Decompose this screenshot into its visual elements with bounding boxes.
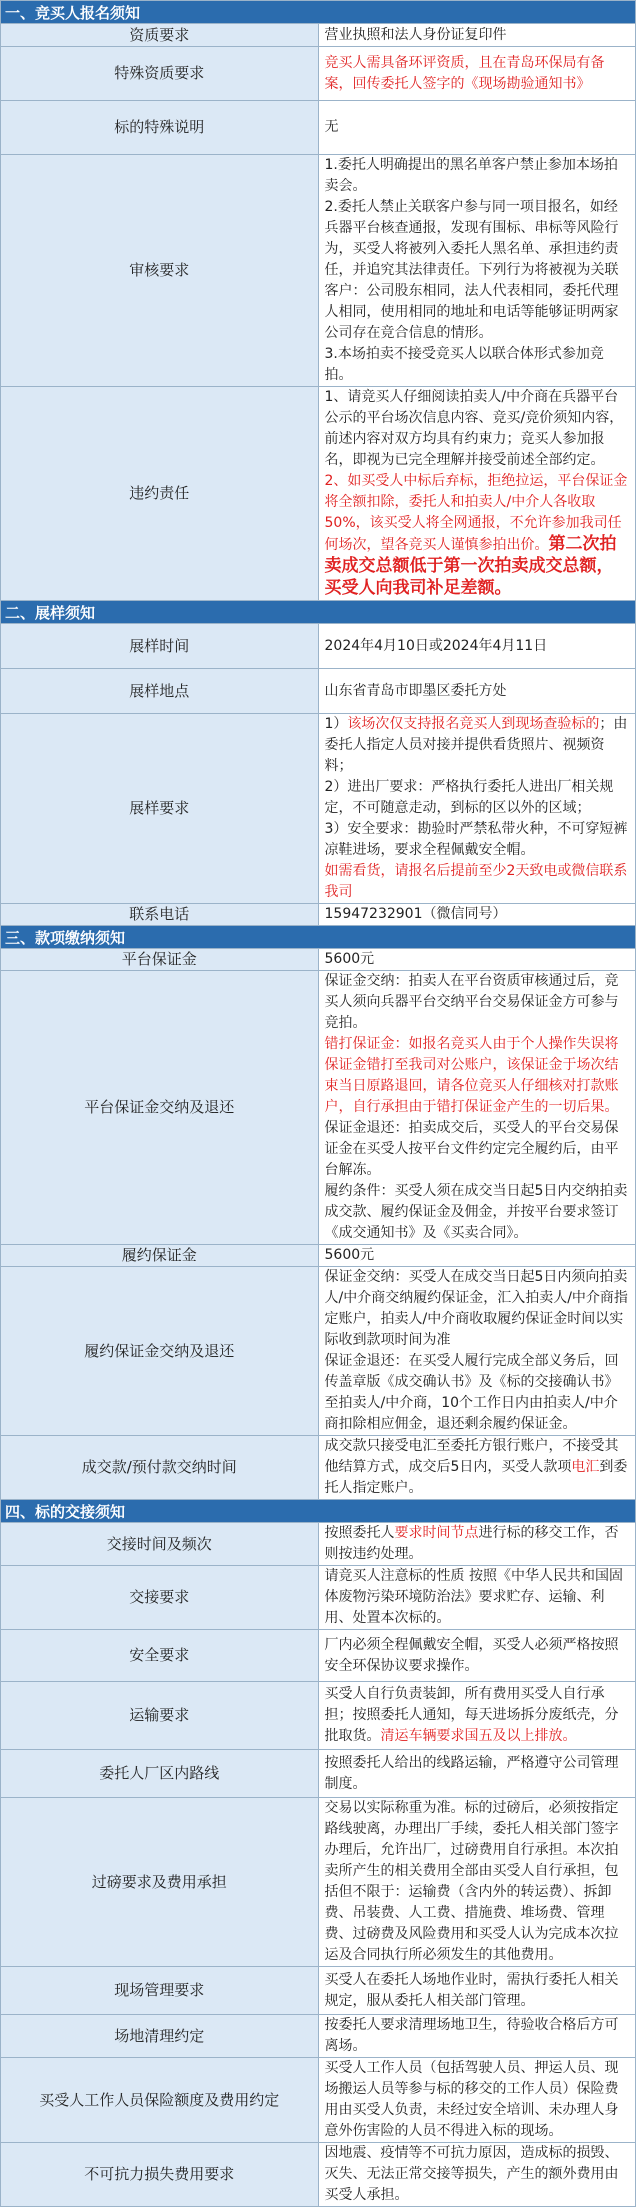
row-label: 展样地点	[1, 669, 319, 714]
text: 成交款只接受电汇至委托方银行账户，不接受其他结算方式，成交后5日内，买受人款项	[324, 1438, 619, 1475]
text: 进行标的移交工作，否则按违约处理。	[324, 1525, 619, 1562]
row-value: 营业执照和法人身份证复印件	[318, 24, 636, 47]
row-label: 平台保证金交纳及退还	[1, 971, 319, 1245]
row-value: 5600元	[318, 949, 636, 971]
paragraph: 2）进出厂要求：严格执行委托人进出厂相关规定，不可随意走动，到标的区以外的区域；	[324, 779, 614, 816]
table-row	[1, 624, 636, 669]
row-value	[318, 387, 636, 601]
row-label: 交接要求	[1, 1566, 319, 1630]
section-header	[1, 1, 636, 24]
row-label: 过磅要求及费用承担	[1, 1798, 319, 1967]
row-label: 交接时间及频次	[1, 1523, 319, 1566]
paragraph-bold-red: 第二次拍卖成交总额低于第一次拍卖成交总额，买受人向我司补足差额。	[324, 534, 617, 598]
row-value: 请竞买人注意标的性质 按照《中华人民共和国固体废物污染环境防治法》要求贮存、运输、利用、处置本次标的。	[318, 1566, 636, 1630]
row-value: 竞买人需具备环评资质，且在青岛环保局有备案，回传委托人签字的《现场勘验通知书》	[318, 47, 636, 101]
text: ；由委托人指定人员对接并提供看货照片、视频资料；	[324, 716, 628, 774]
paragraph: 保证金退还：在买受人履行完成全部义务后，回传盖章版《成交确认书》及《标的交接确认书》至拍卖人/中介商，10个工作日内由拍卖人/中介商扣除相应佣金，退还剩余履约保证金。	[324, 1353, 619, 1432]
row-value: 山东省青岛市即墨区委托方处	[318, 669, 636, 714]
row-value	[318, 155, 636, 387]
paragraph-red: 2、如买受人中标后弃标，拒绝拉运，平台保证金将全额扣除，委托人和拍卖人/中介人各收取50%，该买受人将全网通报，不允许参加我司任何场次，望各竞买人谨慎参拍出价。	[324, 473, 628, 553]
row-value: 买受人在委托人场地作业时，需执行委托人相关规定，服从委托人相关部门管理。	[318, 1967, 636, 2015]
text-red: 该场次仅支持报名竞买人到现场查验标的	[347, 716, 600, 732]
table-row	[1, 714, 636, 904]
row-label: 违约责任	[1, 387, 319, 601]
row-value	[318, 1436, 636, 1500]
row-value: 按委托人要求清理场地卫生，待验收合格后方可离场。	[318, 2015, 636, 2058]
row-value: 无	[318, 101, 636, 155]
text: 1）	[324, 716, 348, 732]
section-header	[1, 601, 636, 624]
section-title: 三、款项缴纳须知	[1, 926, 636, 949]
table-row	[1, 1267, 636, 1436]
row-label: 不可抗力损失费用要求	[1, 2143, 319, 2207]
row-value: 厂内必须全程佩戴安全帽，买受人必须严格按照安全环保协议要求操作。	[318, 1630, 636, 1682]
text-red: 电汇	[571, 1459, 600, 1475]
table-row	[1, 1750, 636, 1798]
row-label: 买受人工作人员保险额度及费用约定	[1, 2058, 319, 2143]
row-value: 因地震、疫情等不可抗力原因，造成标的损毁、灭失、无法正常交接等损失，产生的额外费用由买受人承担。	[318, 2143, 636, 2207]
table-row	[1, 387, 636, 601]
section-header	[1, 1500, 636, 1523]
paragraph: 3）安全要求：勘验时严禁私带火种，不可穿短裤凉鞋进场，要求全程佩戴安全帽。	[324, 821, 628, 858]
text-red: 清运车辆要求国五及以上排放。	[380, 1728, 577, 1744]
row-value: 5600元	[318, 1245, 636, 1267]
table-row	[1, 2143, 636, 2207]
row-value: 买受人工作人员（包括驾驶人员、押运人员、现场搬运人员等参与标的移交的工作人员）保险费用由买受人负责，未经过安全培训、未办理人身意外伤害险的人员不得进入标的现场。	[318, 2058, 636, 2143]
row-label: 履约保证金交纳及退还	[1, 1267, 319, 1436]
section-title: 四、标的交接须知	[1, 1500, 636, 1523]
phone-number: 15947232901（微信同号）	[318, 904, 636, 926]
section-header	[1, 926, 636, 949]
row-label: 履约保证金	[1, 1245, 319, 1267]
row-label: 现场管理要求	[1, 1967, 319, 2015]
table-row	[1, 1566, 636, 1630]
paragraph-red: 错打保证金：如报名竞买人由于个人操作失误将保证金错打至我司对公账户，该保证金于场次结束当日原路退回，请各位竞买人仔细核对打款账户，自行承担由于错打保证金产生的一切后果。	[324, 1036, 619, 1115]
row-value: 2024年4月10日或2024年4月11日	[318, 624, 636, 669]
row-label: 审核要求	[1, 155, 319, 387]
table-row	[1, 24, 636, 47]
table-row	[1, 904, 636, 926]
row-value	[318, 1523, 636, 1566]
row-label: 展样时间	[1, 624, 319, 669]
table-row	[1, 2058, 636, 2143]
table-row	[1, 1798, 636, 1967]
table-row	[1, 669, 636, 714]
paragraph: 1、请竞买人仔细阅读拍卖人/中介商在兵器平台公示的平台场次信息内容、竞买/竞价须知内容，前述内容对双方均具有约束力；竞买人参加报名，即视为已完全理解并接受前述全部约定。	[324, 389, 624, 468]
row-label: 资质要求	[1, 24, 319, 47]
row-label: 场地清理约定	[1, 2015, 319, 2058]
table-row	[1, 47, 636, 101]
row-value	[318, 971, 636, 1245]
table-row	[1, 1523, 636, 1566]
text: 买受人自行负责装卸，所有费用买受人自行承担；按照委托人通知，每天进场拆分废纸壳，分批取货。	[324, 1686, 619, 1744]
row-label: 联系电话	[1, 904, 319, 926]
row-label: 运输要求	[1, 1682, 319, 1750]
paragraph: 1.委托人明确提出的黑名单客户禁止参加本场拍卖会。	[324, 157, 618, 194]
section-title: 二、展样须知	[1, 601, 636, 624]
paragraph	[325, 714, 630, 777]
table-row	[1, 1245, 636, 1267]
table-row	[1, 1682, 636, 1750]
paragraph: 履约条件：买受人须在成交当日起5日内交纳拍卖成交款、履约保证金及佣金，并按平台要求签订《成交通知书》及《买卖合同》。	[324, 1183, 628, 1241]
table-row	[1, 1967, 636, 2015]
row-label: 委托人厂区内路线	[1, 1750, 319, 1798]
table-row	[1, 2015, 636, 2058]
row-value: 交易以实际称重为准。标的过磅后，必须按指定路线驶离，办理出厂手续，委托人相关部门签字办理后，允许出厂，过磅费用自行承担。本次拍卖所产生的相关费用全部由买受人自行承担，包括但不限于：运输费（含内外的转运费）、拆卸费、吊装费、人工费、措施费、堆场费、管理费、过磅费及风险费用和买受人认为完成本次拉运及合同执行所必须发生的其他费用。	[318, 1798, 636, 1967]
row-label: 特殊资质要求	[1, 47, 319, 101]
row-label: 展样要求	[1, 714, 319, 904]
table-row	[1, 101, 636, 155]
row-value	[318, 1682, 636, 1750]
paragraph: 2.委托人禁止关联客户参与同一项目报名，如经兵器平台核查通报，发现有围标、串标等风险行为，买受人将被列入委托人黑名单、承担违约责任，并追究其法律责任。下列行为将被视为关联客户：公司股东相同，法人代表相同，委托代理人相同，使用相同的地址和电话等能够证明两家公司存在竞合信息的情形。	[324, 199, 619, 341]
paragraph-red: 如需看货，请报名后提前至少2天致电或微信联系我司	[324, 863, 628, 900]
text: 按照委托人	[324, 1525, 395, 1541]
paragraph: 保证金退还：拍卖成交后，买受人的平台交易保证金在买受人按平台文件约定完全履约后，由平台解冻。	[324, 1120, 619, 1178]
row-value	[318, 714, 636, 904]
row-label: 标的特殊说明	[1, 101, 319, 155]
row-label: 平台保证金	[1, 949, 319, 971]
text-red: 要求时间节点	[394, 1525, 479, 1541]
table-row	[1, 1436, 636, 1500]
table-row	[1, 949, 636, 971]
row-value: 按照委托人给出的线路运输，严格遵守公司管理制度。	[318, 1750, 636, 1798]
paragraph: 保证金交纳：买受人在成交当日起5日内须向拍卖人/中介商交纳履约保证金，汇入拍卖人/中介商指定账户，拍卖人/中介商收取履约保证金时间以实际收到款项时间为准	[324, 1269, 628, 1348]
table-row	[1, 971, 636, 1245]
table-row	[1, 1630, 636, 1682]
table-row	[1, 155, 636, 387]
row-label: 安全要求	[1, 1630, 319, 1682]
paragraph: 保证金交纳：拍卖人在平台资质审核通过后，竞买人须向兵器平台交纳平台交易保证金方可参与竞拍。	[324, 973, 619, 1031]
row-value	[318, 1267, 636, 1436]
text: 到委托人指定账户。	[324, 1459, 628, 1496]
paragraph: 3.本场拍卖不接受竞买人以联合体形式参加竞拍。	[324, 346, 604, 383]
row-label: 成交款/预付款交纳时间	[1, 1436, 319, 1500]
section-title: 一、竞买人报名须知	[1, 1, 636, 24]
